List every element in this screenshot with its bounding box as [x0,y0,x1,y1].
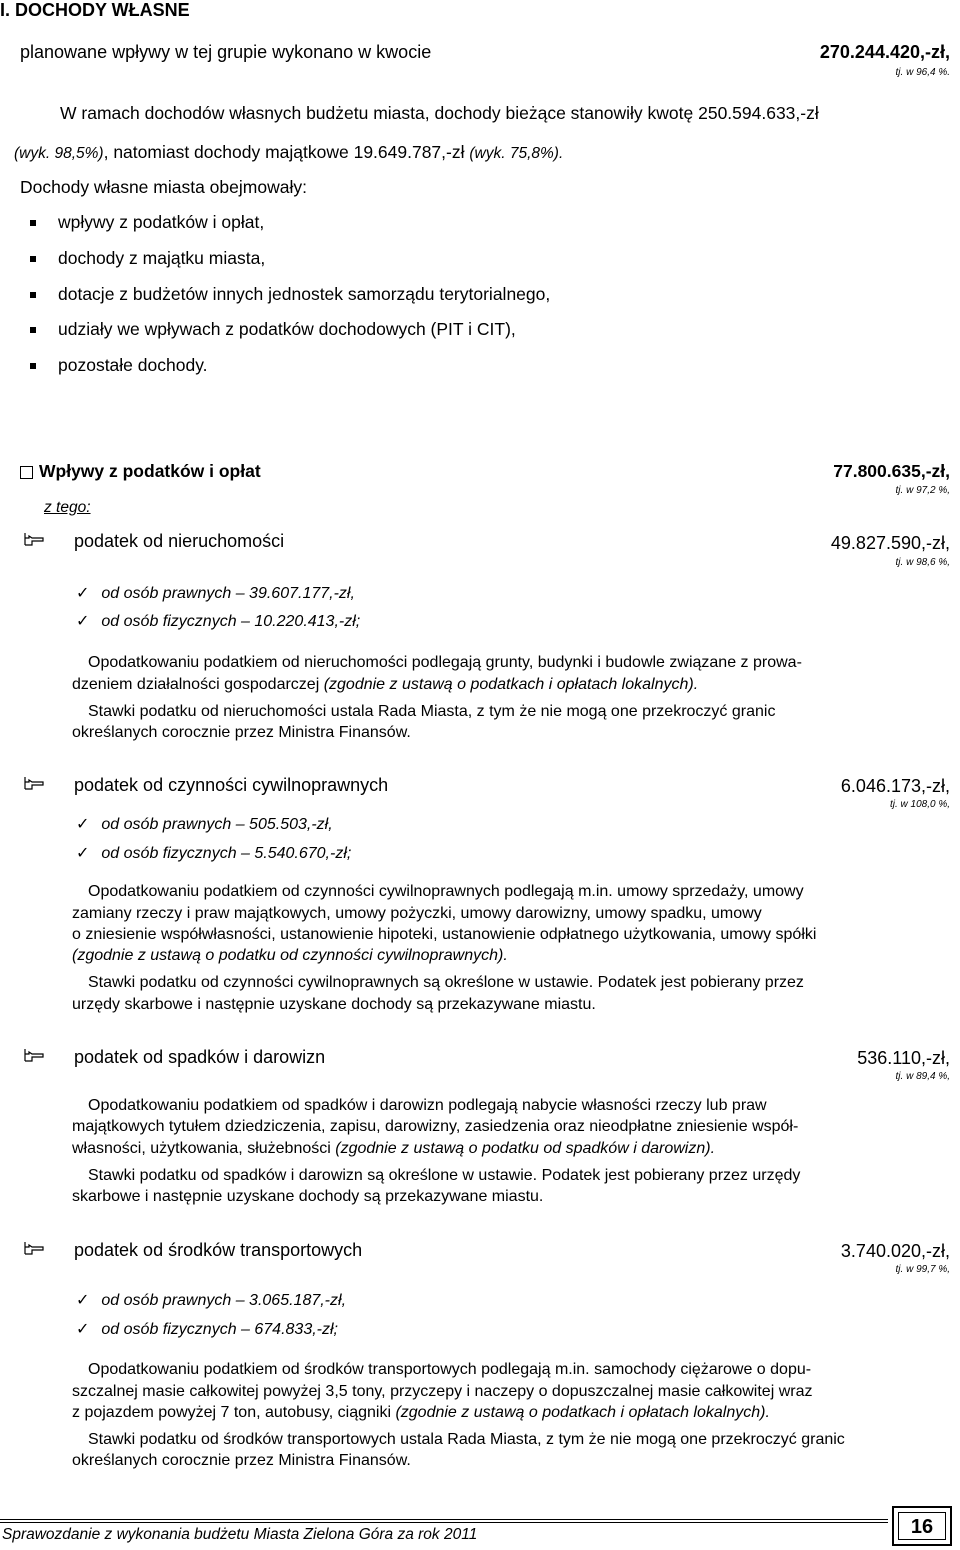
paragraph-line: określanych corocznie przez Ministra Finansów. [72,1452,411,1469]
bullet-text: pozostałe dochody. [58,355,208,375]
check-item [76,1290,346,1310]
paragraph-line: o zniesienie współwłasności, ustanowienie hipoteki, ustanowienie odpłatnego użytkowania, umowy spółki [72,926,817,943]
paragraph-line: Opodatkowaniu podatkiem od środków transportowych podlegają m.in. samochody ciężarowe o dopu- [88,1361,812,1378]
item-title-text: podatek od spadków i darowizn [74,1047,326,1067]
section-title [20,461,261,482]
check-text: od osób prawnych – 505.503,-zł, [101,816,333,833]
item-title-text: podatek od czynności cywilnoprawnych [74,775,389,795]
check-item [76,583,355,603]
paragraph-line: Stawki podatku od nieruchomości ustala Rada Miasta, z tym że nie mogą one przekroczyć granic [88,703,776,720]
intro-label: planowane wpływy w tej grupie wykonano w kwocie [20,42,432,62]
paragraph-line [72,1404,770,1422]
item-spadki-title [24,1047,325,1068]
page-number: 16 [910,1516,934,1538]
paragraph-line: szczalnej masie całkowitej powyżej 3,5 tony, przyczepy i naczepy o dopuszczalnej masie całkowitej wraz [72,1383,813,1400]
check-item [76,1319,338,1339]
paragraph-text: własności, użytkowania, służebności [72,1140,336,1157]
bullet-text: dotacje z budżetów innych jednostek samorządu terytorialnego, [58,284,551,304]
paragraph-line: skarbowe i następnie uzyskane dochody są przekazywane miastu. [72,1188,544,1205]
paragraph-citation: (zgodnie z ustawą o podatkach i opłatach lokalnych). [323,676,699,693]
check-item [76,843,351,863]
section-heading: I. DOCHODY WŁASNE [0,0,190,20]
checkmark-icon: ✓ [76,613,90,630]
summary-capital-pct: (wyk. 75,8%). [469,145,564,162]
paragraph-citation: (zgodnie z ustawą o podatku od spadków i darowizn). [335,1140,716,1157]
pointing-hand-icon [24,1047,58,1068]
section-percent: tj. w 97,2 %, [895,485,950,496]
square-bullet-icon [30,363,36,369]
item-amount: 536.110,-zł, [857,1048,950,1068]
footer-rule [0,1519,888,1520]
item-transport-title [24,1240,362,1261]
item-percent: tj. w 99,7 %, [895,1264,950,1275]
square-bullet-icon [30,292,36,298]
paragraph-line [72,676,698,694]
bullet-item [30,284,550,305]
footer-rule-2 [0,1522,888,1523]
paragraph-line [72,1140,715,1158]
summary-line-2 [14,142,563,163]
item-amount: 3.740.020,-zł, [840,1241,950,1261]
item-title-text: podatek od środków transportowych [74,1240,363,1260]
item-percent: tj. w 98,6 %, [895,557,950,568]
footer-text: Sprawozdanie z wykonania budżetu Miasta Zielona Góra za rok 2011 [2,1526,478,1543]
item-cywilnoprawne-title [24,775,388,796]
check-text: od osób fizycznych – 674.833,-zł; [101,1321,338,1338]
item-nieruchomosci-title [24,531,284,552]
pointing-hand-icon [24,775,58,796]
summary-capital: , natomiast dochody majątkowe 19.649.787,-zł [103,142,470,162]
check-item [76,611,360,631]
paragraph-line: Opodatkowaniu podatkiem od spadków i darowizn podlegają nabycie własności rzeczy lub praw [88,1097,767,1114]
item-percent: tj. w 89,4 %, [895,1071,950,1082]
square-bullet-icon [30,327,36,333]
summary-line-3: Dochody własne miasta obejmowały: [20,177,307,197]
bullet-text: wpływy z podatków i opłat, [58,212,265,232]
paragraph-text: z pojazdem powyżej 7 ton, autobusy, ciągniki [72,1404,396,1421]
paragraph-line: Opodatkowaniu podatkiem od czynności cywilnoprawnych podlegają m.in. umowy sprzedaży, umowy [88,883,804,900]
bullet-item [30,248,265,269]
paragraph-line: Stawki podatku od czynności cywilnoprawnych są określone w ustawie. Podatek jest pobierany przez [88,974,804,991]
check-text: od osób prawnych – 39.607.177,-zł, [101,585,355,602]
bullet-item [30,212,264,233]
checkmark-icon: ✓ [76,1292,90,1309]
checkmark-icon: ✓ [76,585,90,602]
paragraph-text: dzeniem działalności gospodarczej [72,676,324,693]
summary-current-pct: (wyk. 98,5%) [14,145,104,162]
paragraph-citation: (zgodnie z ustawą o podatkach i opłatach lokalnych). [395,1404,770,1421]
item-amount: 6.046.173,-zł, [840,776,950,796]
square-bullet-icon [30,220,36,226]
item-percent: tj. w 108,0 %, [889,799,950,810]
z-tego-label: z tego: [44,499,91,516]
bullet-text: udziały we wpływach z podatków dochodowych (PIT i CIT), [58,319,516,339]
paragraph-line: urzędy skarbowe i następnie uzyskane dochody są przekazywane miastu. [72,996,596,1013]
section-amount: 77.800.635,-zł, [833,461,950,481]
paragraph-line: zamiany rzeczy i praw majątkowych, umowy pożyczki, umowy darowizny, umowy spadku, umowy [72,905,762,922]
section-title-text: Wpływy z podatków i opłat [39,461,261,481]
square-bullet-icon [30,256,36,262]
bullet-text: dochody z majątku miasta, [58,248,266,268]
check-text: od osób fizycznych – 10.220.413,-zł; [101,613,361,630]
summary-line-1: W ramach dochodów własnych budżetu miasta, dochody bieżące stanowiły kwotę 250.594.633,-zł [60,103,819,123]
paragraph-line: Opodatkowaniu podatkiem od nieruchomości podlegają grunty, budynki i budowle związane z prowa- [88,654,802,671]
check-text: od osób fizycznych – 5.540.670,-zł; [101,845,352,862]
check-item [76,814,333,834]
paragraph-line: Stawki podatku od środków transportowych ustala Rada Miasta, z tym że nie mogą one przekroczyć granic [88,1431,845,1448]
intro-amount: 270.244.420,-zł, [819,42,950,62]
paragraph-citation: (zgodnie z ustawą o podatku od czynności cywilnoprawnych). [72,947,508,964]
item-amount: 49.827.590,-zł, [830,533,950,553]
checkmark-icon: ✓ [76,845,90,862]
checkmark-icon: ✓ [76,1321,90,1338]
item-title-text: podatek od nieruchomości [74,531,285,551]
bullet-item [30,355,208,376]
checkmark-icon: ✓ [76,816,90,833]
paragraph-line: Stawki podatku od spadków i darowizn są określone w ustawie. Podatek jest pobierany przez urzędy [88,1167,801,1184]
bullet-item [30,319,516,340]
paragraph-line: określanych corocznie przez Ministra Finansów. [72,724,411,741]
checkbox-square-icon [20,466,33,479]
intro-percent: tj. w 96,4 %. [895,67,950,78]
pointing-hand-icon [24,531,58,552]
paragraph-line: majątkowych tytułem dziedziczenia, zapisu, darowizny, zasiedzenia oraz nieodpłatne zniesienie współ- [72,1118,799,1135]
page-number-box [892,1506,952,1546]
pointing-hand-icon [24,1240,58,1261]
check-text: od osób prawnych – 3.065.187,-zł, [101,1292,347,1309]
